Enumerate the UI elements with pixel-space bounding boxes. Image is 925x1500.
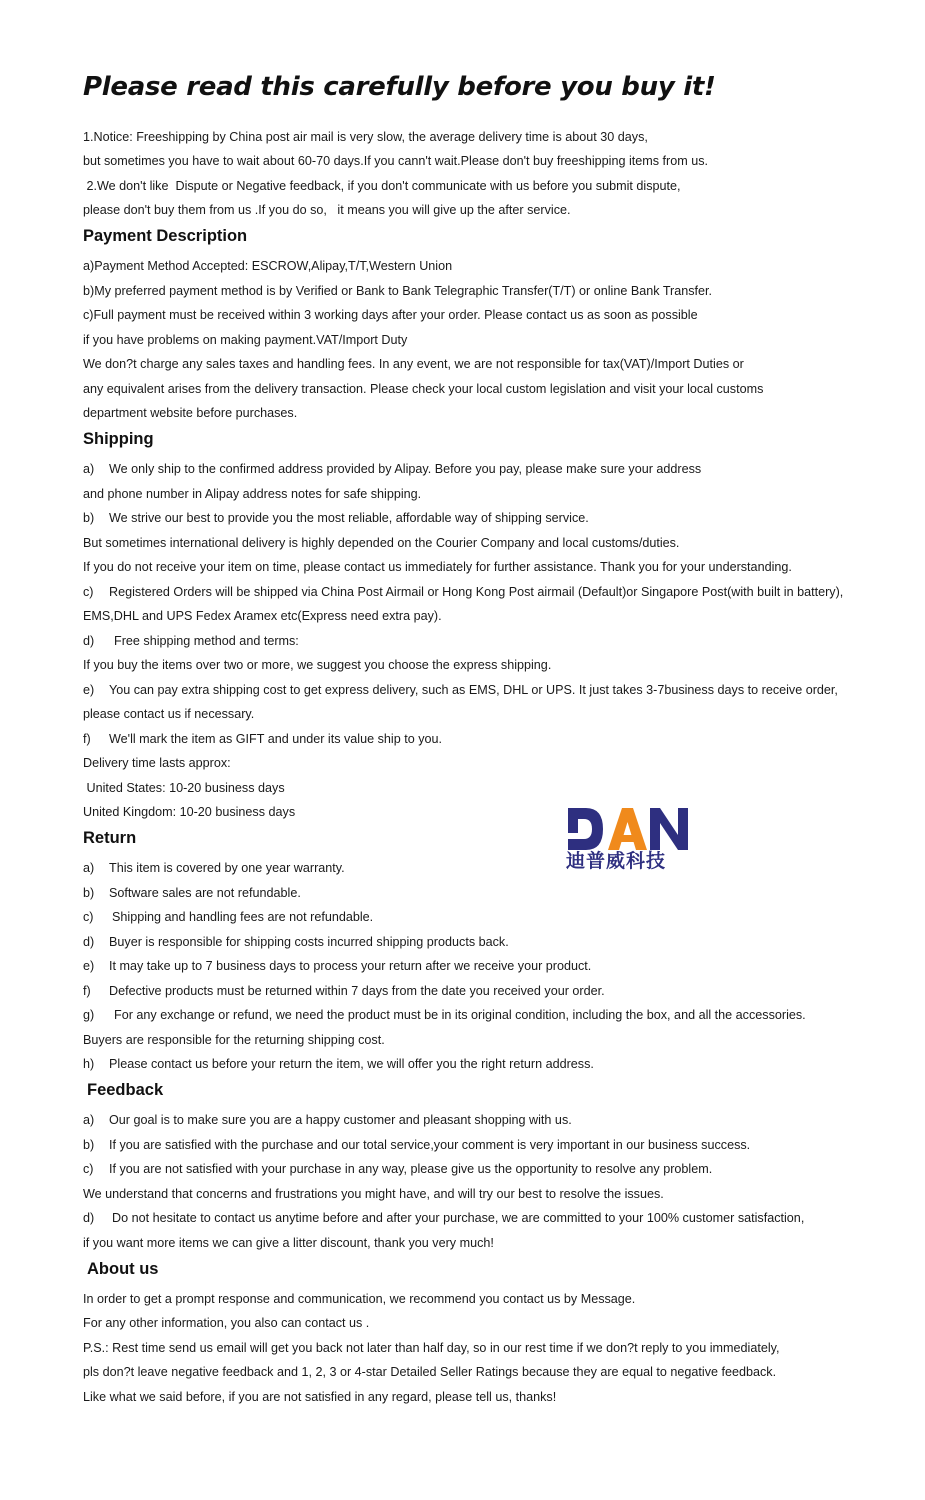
list-text: Free shipping method and terms: xyxy=(114,634,299,648)
about-line: In order to get a prompt response and communication, we recommend you contact us by Message. xyxy=(83,1292,636,1306)
shipping-line: Delivery time lasts approx: xyxy=(83,756,231,770)
list-text: Buyer is responsible for shipping costs incurred shipping products back. xyxy=(109,935,509,949)
list-marker: c) xyxy=(83,910,94,924)
list-marker: a) xyxy=(83,1113,95,1127)
list-marker: d) xyxy=(83,634,95,648)
shipping-line xyxy=(83,584,843,600)
list-text: For any exchange or refund, we need the product must be in its original condition, including the box, and all the accessories. xyxy=(114,1008,806,1022)
payment-line: We don?t charge any sales taxes and handling fees. In any event, we are not responsible for tax(VAT)/Import Duties or xyxy=(83,357,744,371)
about-line: pls don?t leave negative feedback and 1, 2, 3 or 4-star Detailed Seller Ratings because they are equal to negative feedback. xyxy=(83,1365,777,1379)
list-marker: c) xyxy=(83,1162,94,1176)
return-line xyxy=(83,885,301,901)
feedback-line xyxy=(83,1210,804,1226)
shipping-line: But sometimes international delivery is highly depended on the Courier Company and local customs/duties. xyxy=(83,536,680,550)
shipping-line: If you do not receive your item on time, please contact us immediately for further assistance. Thank you for your understanding. xyxy=(83,560,792,574)
list-marker: d) xyxy=(83,935,95,949)
list-marker: f) xyxy=(83,732,91,746)
list-marker: d) xyxy=(83,1211,95,1225)
section-heading-return: Return xyxy=(83,829,137,847)
feedback-line: if you want more items we can give a litter discount, thank you very much! xyxy=(83,1236,494,1250)
list-marker: g) xyxy=(83,1008,95,1022)
list-text: Do not hesitate to contact us anytime before and after your purchase, we are committed to your 100% customer satisfaction, xyxy=(112,1211,805,1225)
about-line: Like what we said before, if you are not satisfied in any regard, please tell us, thanks! xyxy=(83,1390,557,1404)
return-line xyxy=(83,958,591,974)
page-title: Please read this carefully before you buy it! xyxy=(83,72,716,102)
list-text: If you are not satisfied with your purchase in any way, please give us the opportunity to resolve any problem. xyxy=(109,1162,713,1176)
list-text: Our goal is to make sure you are a happy customer and pleasant shopping with us. xyxy=(109,1113,572,1127)
shipping-line xyxy=(83,731,442,747)
return-line: Buyers are responsible for the returning shipping cost. xyxy=(83,1033,385,1047)
about-line: P.S.: Rest time send us email will get you back not later than half day, so in our rest time if we don?t reply to you immediately, xyxy=(83,1341,780,1355)
return-line xyxy=(83,909,373,925)
list-marker: b) xyxy=(83,1138,95,1152)
list-marker: e) xyxy=(83,959,95,973)
section-heading-shipping: Shipping xyxy=(83,430,154,448)
logo-text: DAN xyxy=(566,805,569,806)
shipping-line: United Kingdom: 10-20 business days xyxy=(83,805,296,819)
return-line xyxy=(83,860,345,876)
list-text: Please contact us before your return the item, we will offer you the right return address. xyxy=(109,1057,594,1071)
list-marker: h) xyxy=(83,1057,95,1071)
shipping-line: United States: 10-20 business days xyxy=(83,781,285,795)
payment-line: b)My preferred payment method is by Verified or Bank to Bank Telegraphic Transfer(T/T) or online Bank Transfer. xyxy=(83,284,713,298)
feedback-line xyxy=(83,1137,750,1153)
shipping-line xyxy=(83,461,701,477)
list-text: Software sales are not refundable. xyxy=(109,886,301,900)
shipping-line: and phone number in Alipay address notes for safe shipping. xyxy=(83,487,422,501)
payment-line: a)Payment Method Accepted: ESCROW,Alipay,T/T,Western Union xyxy=(83,259,453,273)
feedback-line xyxy=(83,1112,572,1128)
shipping-line: If you buy the items over two or more, we suggest you choose the express shipping. xyxy=(83,658,552,672)
notice-line: 2.We don't like Dispute or Negative feedback, if you don't communicate with us before you submit dispute, xyxy=(83,179,681,193)
notice-line: 1.Notice: Freeshipping by China post air mail is very slow, the average delivery time is about 30 days, xyxy=(83,130,648,144)
return-line xyxy=(83,1056,594,1072)
notice-line: please don't buy them from us .If you do so, it means you will give up the after service. xyxy=(83,203,571,217)
payment-line: any equivalent arises from the delivery transaction. Please check your local custom legislation and visit your local customs xyxy=(83,382,764,396)
payment-line: department website before purchases. xyxy=(83,406,298,420)
list-marker: b) xyxy=(83,511,95,525)
return-line xyxy=(83,934,509,950)
feedback-line xyxy=(83,1161,712,1177)
section-heading-feedback: Feedback xyxy=(87,1081,164,1099)
logo-subtitle: 迪普威科技 xyxy=(566,850,667,872)
list-marker: e) xyxy=(83,683,95,697)
list-marker: b) xyxy=(83,886,95,900)
shipping-line xyxy=(83,682,838,698)
section-heading-payment: Payment Description xyxy=(83,227,248,245)
payment-line: c)Full payment must be received within 3 working days after your order. Please contact us as soon as possible xyxy=(83,308,698,322)
shipping-line xyxy=(83,510,589,526)
section-heading-about: About us xyxy=(87,1260,159,1278)
list-text: Registered Orders will be shipped via China Post Airmail or Hong Kong Post airmail (Default)or Singapore Post(with built in battery), xyxy=(109,585,844,599)
list-text: This item is covered by one year warranty. xyxy=(109,861,345,875)
list-marker: f) xyxy=(83,984,91,998)
list-text: Shipping and handling fees are not refundable. xyxy=(112,910,374,924)
list-text: It may take up to 7 business days to process your return after we receive your product. xyxy=(109,959,592,973)
feedback-line: We understand that concerns and frustrations you might have, and will try our best to resolve the issues. xyxy=(83,1187,664,1201)
list-marker: c) xyxy=(83,585,94,599)
return-line xyxy=(83,983,605,999)
list-marker: a) xyxy=(83,462,95,476)
shipping-line xyxy=(83,633,299,649)
list-text: We only ship to the confirmed address provided by Alipay. Before you pay, please make sure your address xyxy=(109,462,702,476)
payment-line: if you have problems on making payment.VAT/Import Duty xyxy=(83,333,408,347)
list-text: You can pay extra shipping cost to get express delivery, such as EMS, DHL or UPS. It just takes 3-7business days to receive order, xyxy=(109,683,838,697)
list-text: We'll mark the item as GIFT and under its value ship to you. xyxy=(109,732,443,746)
list-marker: a) xyxy=(83,861,95,875)
return-line xyxy=(83,1007,806,1023)
list-text: Defective products must be returned within 7 days from the date you received your order. xyxy=(109,984,605,998)
notice-line: but sometimes you have to wait about 60-70 days.If you cann't wait.Please don't buy freeshipping items from us. xyxy=(83,154,709,168)
list-text: We strive our best to provide you the most reliable, affordable way of shipping service. xyxy=(109,511,589,525)
about-line: For any other information, you also can contact us . xyxy=(83,1316,370,1330)
list-text: If you are satisfied with the purchase and our total service,your comment is very important in our business success. xyxy=(109,1138,751,1152)
shipping-line: please contact us if necessary. xyxy=(83,707,255,721)
shipping-line: EMS,DHL and UPS Fedex Aramex etc(Express need extra pay). xyxy=(83,609,442,623)
